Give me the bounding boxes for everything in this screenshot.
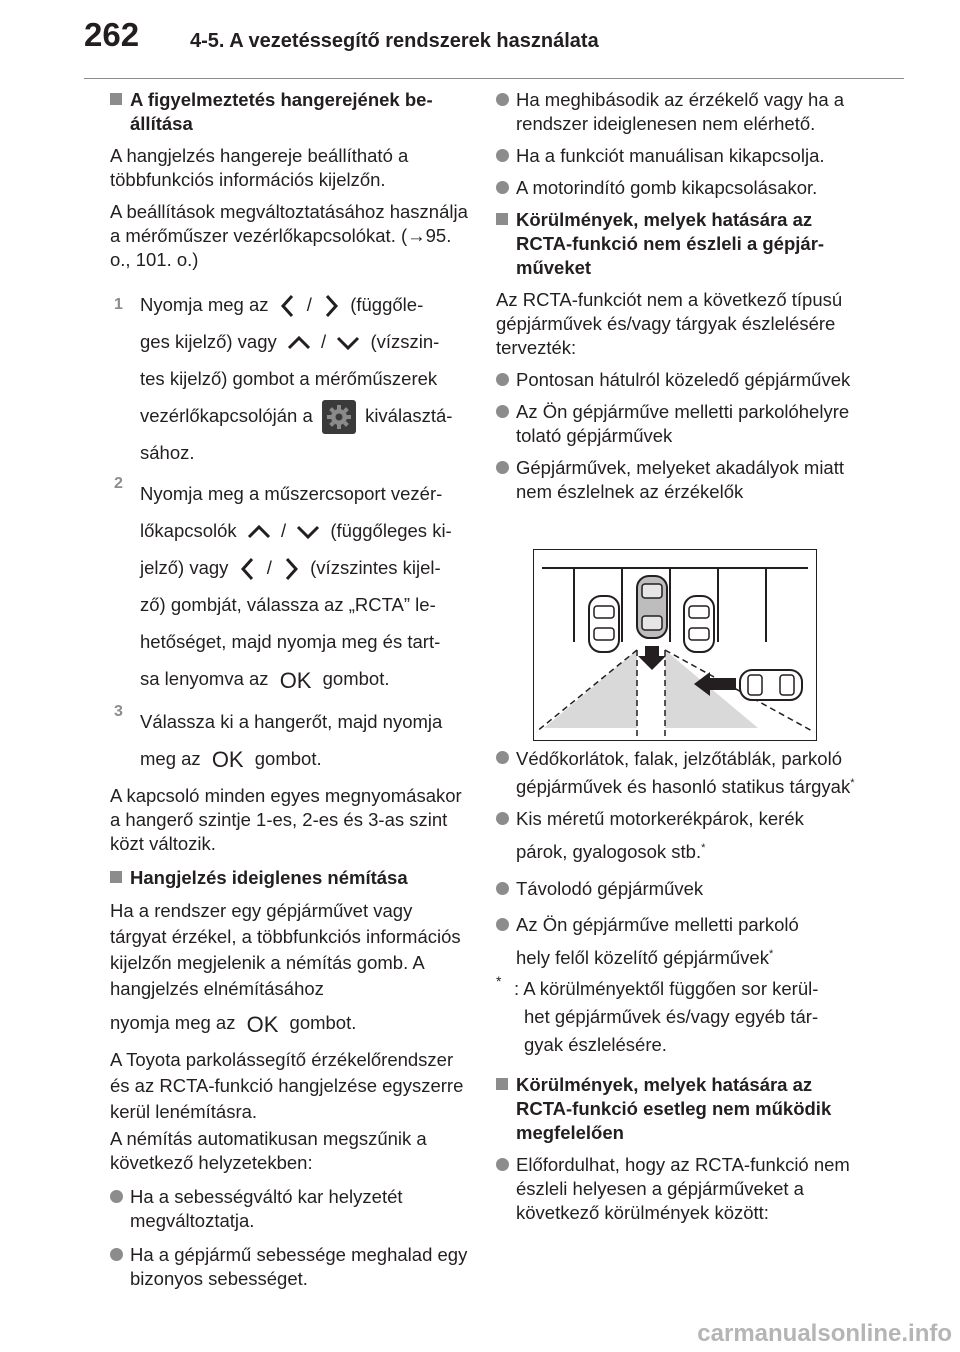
section-title-volume: A figyelmeztetés hangerejének beállítása bbox=[110, 88, 470, 136]
step-text: Nyomja meg az bbox=[140, 294, 269, 315]
ok-icon: OK bbox=[279, 667, 312, 693]
paragraph: A némítás automatikusan megszűnik a következő helyzetekben: bbox=[110, 1127, 427, 1173]
footnote-mark: * bbox=[496, 973, 502, 990]
step-text: lőkapcsolók bbox=[140, 520, 237, 542]
bullet-text: hely felől közelítő gépjárművek bbox=[516, 947, 769, 969]
settings-gear-icon bbox=[322, 400, 356, 434]
step-text: (vízszintes kijel- bbox=[310, 557, 441, 579]
chevron-right-icon bbox=[321, 293, 341, 319]
step-text: kiválasztá- bbox=[365, 405, 453, 426]
step-text: (függőleges ki- bbox=[330, 520, 452, 542]
watermark: carmanualsonline.info bbox=[697, 1320, 952, 1347]
step-number: 3 bbox=[114, 702, 123, 720]
left-column bbox=[110, 88, 470, 1291]
paragraph-text: gombot. bbox=[289, 1012, 357, 1034]
step-text: jelző) vagy bbox=[140, 557, 229, 579]
bullet-item: A motorindító gomb kikapcsolásakor. bbox=[496, 176, 862, 200]
bullet-item: Távolodó gépjárművek bbox=[496, 877, 862, 901]
chevron-up-icon bbox=[286, 333, 312, 353]
footnote-mark: * bbox=[850, 777, 855, 789]
own-vehicle bbox=[637, 576, 667, 638]
paragraph: A beállítások megváltoztatásához használja a mérőműszer vezérlőkapcsolókat. (→95. o., 101. o.) bbox=[110, 201, 468, 270]
page-number: 262 bbox=[84, 16, 140, 53]
step-text: vezérlőkapcsolóján a bbox=[140, 405, 313, 426]
bullet-text: párok, gyalogosok stb. bbox=[516, 841, 702, 863]
bullet-continuation bbox=[496, 937, 862, 975]
section-title-not-detected: Körülmények, melyek hatására az RCTA-funkció nem észleli a gépjárműveket bbox=[496, 208, 862, 280]
separator: / bbox=[321, 331, 327, 352]
header-divider bbox=[84, 78, 904, 79]
footnote-text: : A körülményektől függően sor kerül- bbox=[514, 978, 819, 1000]
bullet-continuation bbox=[496, 831, 862, 869]
chapter-title: 4-5. A vezetéssegítő rendszerek használata bbox=[190, 30, 599, 52]
chevron-left-icon bbox=[278, 293, 298, 319]
right-column bbox=[496, 88, 862, 504]
step-text: (vízszin- bbox=[370, 331, 440, 352]
section-title-mute: Hangjelzés ideiglenes némítása bbox=[110, 866, 470, 890]
step-2 bbox=[110, 475, 470, 699]
parked-car-left bbox=[589, 596, 619, 652]
paragraph: A Toyota parkolássegítő érzékelőrendszer és az RCTA-funkció hangjelzése egyszerre kerül lenémításra. bbox=[110, 1048, 464, 1122]
footnote-mark: * bbox=[768, 948, 774, 961]
chevron-down-icon bbox=[295, 522, 321, 542]
step-text: gombot. bbox=[254, 747, 322, 769]
bullet-item: Az Ön gépjárműve melletti parkolóhelyre tolató gépjárművek bbox=[496, 400, 862, 448]
step-text: gombot. bbox=[322, 668, 390, 690]
section-title-may-not-work: Körülmények, melyek hatására az RCTA-funkció esetleg nem működik megfelelően bbox=[496, 1073, 862, 1145]
step-text: tes kijelző) gombot a mérőműszerek bbox=[140, 368, 438, 389]
step-3 bbox=[110, 703, 470, 779]
footnote-text: het gépjárművek és/vagy egyéb tár- bbox=[524, 1006, 819, 1028]
page-header bbox=[0, 0, 960, 72]
chevron-left-icon bbox=[238, 556, 258, 582]
ok-icon: OK bbox=[246, 1011, 279, 1037]
bullet-item: Pontosan hátulról közeledő gépjárművek bbox=[496, 368, 862, 392]
footnote-mark: * bbox=[701, 842, 706, 855]
rcta-illustration bbox=[533, 549, 817, 741]
approaching-vehicle bbox=[740, 670, 802, 700]
chevron-up-icon bbox=[246, 522, 272, 542]
separator: / bbox=[280, 520, 287, 542]
separator: / bbox=[306, 294, 312, 315]
parked-car-right bbox=[684, 596, 714, 652]
bullet-item: Előfordulhat, hogy az RCTA-funkció nem észleli helyesen a gépjárműveket a következő körülmények között: bbox=[496, 1153, 862, 1225]
step-text: Válassza ki a hangerőt, majd nyomja bbox=[140, 710, 443, 732]
step-text: meg az bbox=[140, 747, 201, 769]
right-column-lower bbox=[496, 746, 862, 1225]
step-number: 1 bbox=[114, 296, 123, 313]
step-text: sa lenyomva az bbox=[140, 668, 269, 690]
step-text: ges kijelző) vagy bbox=[140, 331, 277, 352]
bullet-item: Gépjárművek, melyeket akadályok miatt nem észlelnek az érzékelők bbox=[496, 456, 862, 504]
bullet-item: Ha meghibásodik az érzékelő vagy ha a rendszer ideiglenesen nem elérhető. bbox=[496, 88, 862, 136]
bullet-item: Kis méretű motorkerékpárok, kerék bbox=[496, 807, 862, 831]
bullet-item: Ha a funkciót manuálisan kikapcsolja. bbox=[496, 144, 862, 168]
paragraph: Az RCTA-funkciót nem a következő típusú gépjárművek és/vagy tárgyak észlelésére tervezték: bbox=[496, 289, 843, 358]
chevron-right-icon bbox=[281, 556, 301, 582]
step-text: hetőséget, majd nyomja meg és tart- bbox=[140, 631, 441, 653]
step-text: Nyomja meg a műszercsoport vezér- bbox=[140, 483, 443, 505]
bullet-item: Ha a sebességváltó kar helyzetét megváltoztatja. bbox=[110, 1185, 470, 1233]
bullet-item bbox=[496, 746, 862, 799]
ok-icon: OK bbox=[211, 747, 244, 773]
bullet-item: Ha a gépjármű sebessége meghalad egy bizonyos sebességet. bbox=[110, 1243, 470, 1291]
step-number: 2 bbox=[114, 475, 123, 493]
footnote bbox=[496, 975, 862, 1059]
step-text: sához. bbox=[140, 442, 195, 464]
bullet-item: Az Ön gépjárműve melletti parkoló bbox=[496, 913, 862, 937]
bullet-text: Védőkorlátok, falak, jelzőtáblák, parkoló gépjárművek és hasonló statikus tárgyak bbox=[516, 748, 851, 798]
paragraph-text: nyomja meg az bbox=[110, 1012, 236, 1034]
step-1 bbox=[110, 286, 470, 471]
separator: / bbox=[266, 557, 272, 579]
paragraph: Ha a rendszer egy gépjárművet vagy tárgyat érzékel, a többfunkciós információs kijelzőn megjelenik a némítás gomb. A hangjelzés elnémításához bbox=[110, 900, 461, 1000]
paragraph: A hangjelzés hangereje beállítható a többfunkciós információs kijelzőn. bbox=[110, 145, 409, 190]
chevron-down-icon bbox=[335, 333, 361, 353]
step-text: ző) gombját, válassza az „RCTA” le- bbox=[140, 594, 436, 616]
footnote-text: gyak észlelésére. bbox=[524, 1034, 667, 1056]
step-text: (függőle- bbox=[350, 294, 424, 315]
paragraph: A kapcsoló minden egyes megnyomásakor a hangerő szintje 1-es, 2-es és 3-as szint közt változik. bbox=[110, 785, 462, 855]
